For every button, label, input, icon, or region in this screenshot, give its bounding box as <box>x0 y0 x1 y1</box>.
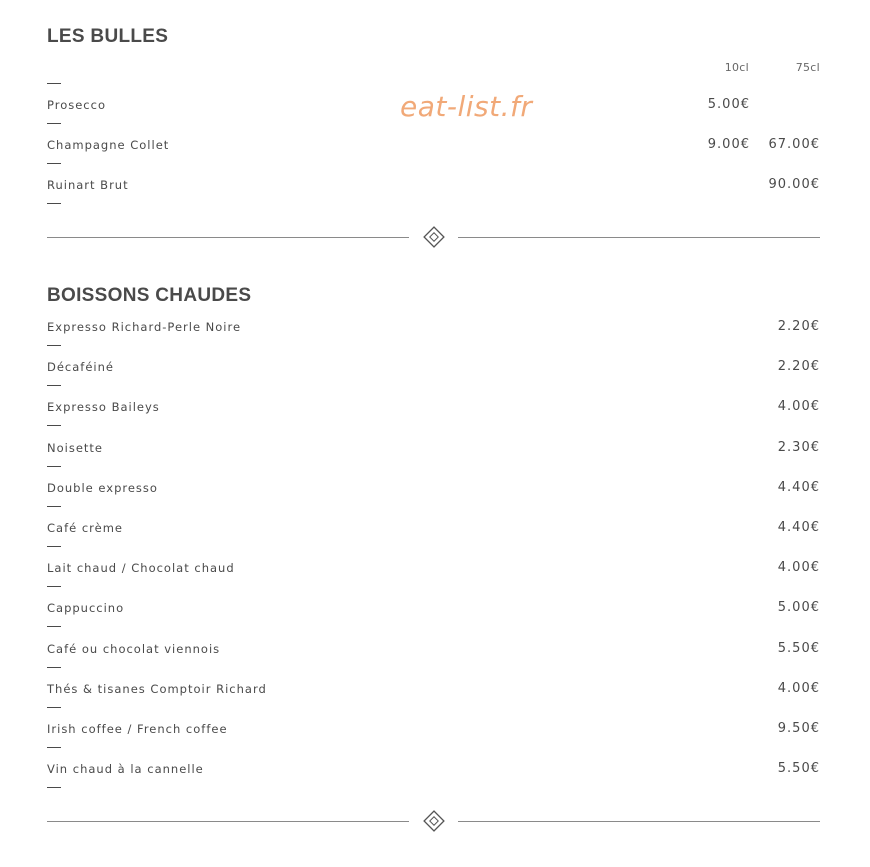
menu-item-name: Thés & tisanes Comptoir Richard <box>47 682 267 696</box>
menu-item-price: 5.50€ <box>777 761 820 776</box>
item-separator <box>47 466 61 467</box>
diamond-ornament-icon <box>423 226 445 248</box>
item-separator <box>47 123 61 124</box>
menu-item-price-10cl: 9.00€ <box>707 137 750 152</box>
menu-item-price: 4.00€ <box>777 399 820 414</box>
menu-item-price: 4.00€ <box>777 681 820 696</box>
menu-item-price: 4.40€ <box>777 480 820 495</box>
menu-item-name: Décaféiné <box>47 360 114 374</box>
item-separator <box>47 546 61 547</box>
item-separator <box>47 626 61 627</box>
menu-item-price: 2.20€ <box>777 359 820 374</box>
item-separator <box>47 345 61 346</box>
menu-item-price: 2.20€ <box>777 319 820 334</box>
section-divider <box>47 229 820 247</box>
divider-line-right <box>458 821 820 822</box>
watermark: eat-list.fr <box>400 90 533 123</box>
menu-item-name: Noisette <box>47 441 103 455</box>
menu-item-price-75cl: 67.00€ <box>768 137 820 152</box>
column-header-75cl: 75cl <box>795 61 820 74</box>
menu-item-price-75cl: 90.00€ <box>768 177 820 192</box>
item-separator <box>47 425 61 426</box>
menu-item-price: 5.50€ <box>777 641 820 656</box>
menu-item-name: Café crème <box>47 521 124 535</box>
menu-item-price: 9.50€ <box>777 721 820 736</box>
item-separator <box>47 385 61 386</box>
item-separator <box>47 667 61 668</box>
menu-item-name: Irish coffee / French coffee <box>47 722 228 736</box>
menu-item-name: Prosecco <box>47 98 106 112</box>
menu-item-price: 2.30€ <box>777 440 820 455</box>
item-separator <box>47 83 61 84</box>
menu-item-name: Expresso Richard-Perle Noire <box>47 320 242 334</box>
column-header-10cl: 10cl <box>724 61 749 74</box>
menu-item-name: Expresso Baileys <box>47 400 160 414</box>
item-separator <box>47 506 61 507</box>
section-title-bulles: LES BULLES <box>47 26 169 47</box>
menu-item-name: Lait chaud / Chocolat chaud <box>47 561 235 575</box>
menu-item-name: Ruinart Brut <box>47 178 129 192</box>
divider-line-left <box>47 821 409 822</box>
item-separator <box>47 203 61 204</box>
divider-line-left <box>47 237 409 238</box>
item-separator <box>47 787 61 788</box>
item-separator <box>47 586 61 587</box>
diamond-ornament-icon <box>423 810 445 832</box>
section-divider <box>47 813 820 831</box>
menu-item-name: Vin chaud à la cannelle <box>47 762 204 776</box>
menu-item-price: 4.40€ <box>777 520 820 535</box>
menu-item-name: Café ou chocolat viennois <box>47 642 221 656</box>
section-title-boissons-chaudes: BOISSONS CHAUDES <box>47 285 252 306</box>
item-separator <box>47 707 61 708</box>
menu-item-price-10cl: 5.00€ <box>707 97 750 112</box>
menu-item-price: 5.00€ <box>777 600 820 615</box>
item-separator <box>47 747 61 748</box>
menu-item-price: 4.00€ <box>777 560 820 575</box>
item-separator <box>47 163 61 164</box>
menu-item-name: Champagne Collet <box>47 138 170 152</box>
menu-item-name: Cappuccino <box>47 601 125 615</box>
menu-item-name: Double expresso <box>47 481 158 495</box>
divider-line-right <box>458 237 820 238</box>
